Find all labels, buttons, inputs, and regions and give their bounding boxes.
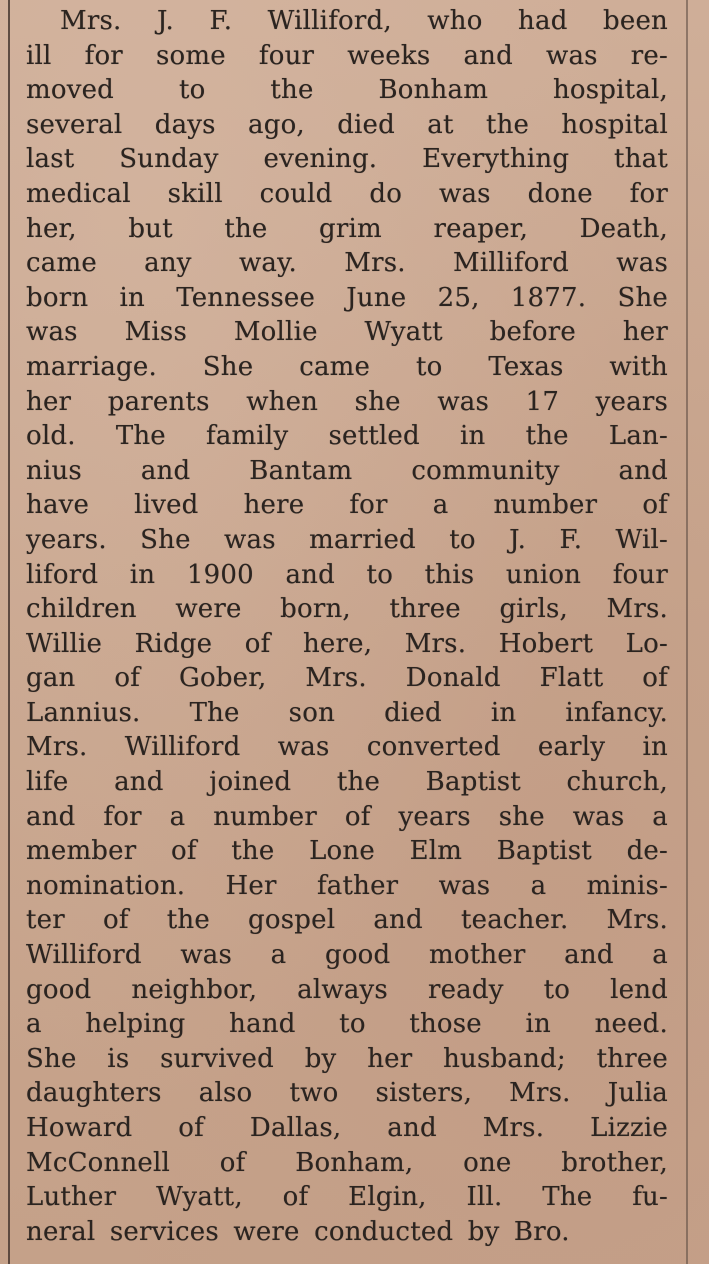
column-rule-right <box>686 0 688 1264</box>
obituary-article <box>26 4 668 1249</box>
article-line: ill for some four weeks and was re- <box>26 40 668 71</box>
article-line: years. She was married to J. F. Wil- <box>26 524 668 555</box>
article-line: and for a number of years she was a <box>26 801 668 832</box>
article-line: member of the Lone Elm Baptist de- <box>26 836 668 867</box>
article-line: liford in 1900 and to this union four <box>26 559 668 590</box>
article-line: medical skill could do was done for <box>26 178 668 209</box>
article-line: Willie Ridge of here, Mrs. Hobert Lo- <box>26 628 668 659</box>
article-line: last Sunday evening. Everything that <box>26 144 668 175</box>
article-line: gan of Gober, Mrs. Donald Flatt of <box>26 663 668 694</box>
article-line: came any way. Mrs. Milliford was <box>26 248 668 279</box>
article-line: several days ago, died at the hospital <box>26 109 668 140</box>
article-line: Lannius. The son died in infancy. <box>26 697 668 728</box>
article-line: daughters also two sisters, Mrs. Julia <box>26 1078 668 1109</box>
article-line: neral services were conducted by Bro. <box>26 1216 570 1247</box>
article-line: a helping hand to those in need. <box>26 1009 668 1040</box>
article-line: old. The family settled in the Lan- <box>26 421 668 452</box>
article-line: McConnell of Bonham, one brother, <box>26 1147 668 1178</box>
article-line: life and joined the Baptist church, <box>26 767 668 798</box>
column-rule-left <box>8 0 10 1264</box>
article-line: Howard of Dallas, and Mrs. Lizzie <box>26 1113 668 1143</box>
article-line: children were born, three girls, Mrs. <box>26 594 668 625</box>
article-line: her, but the grim reaper, Death, <box>26 213 668 244</box>
article-line: She is survived by her husband; three <box>26 1043 668 1074</box>
article-line: Mrs. Williford was converted early in <box>26 732 668 763</box>
article-line: moved to the Bonham hospital, <box>26 75 668 106</box>
article-line: her parents when she was 17 years <box>26 386 668 417</box>
article-line: nomination. Her father was a minis- <box>26 870 668 901</box>
article-line: marriage. She came to Texas with <box>26 351 668 382</box>
article-line: Luther Wyatt, of Elgin, Ill. The fu- <box>26 1182 668 1213</box>
article-line: was Miss Mollie Wyatt before her <box>26 317 668 348</box>
article-line: ter of the gospel and teacher. Mrs. <box>26 905 668 936</box>
article-line: Williford was a good mother and a <box>26 940 668 971</box>
article-line: born in Tennessee June 25, 1877. She <box>26 282 668 313</box>
article-line: have lived here for a number of <box>26 490 668 521</box>
article-line: good neighbor, always ready to lend <box>26 974 668 1005</box>
article-line: Mrs. J. F. Williford, who had been <box>60 6 668 36</box>
article-line: nius and Bantam community and <box>26 455 668 486</box>
